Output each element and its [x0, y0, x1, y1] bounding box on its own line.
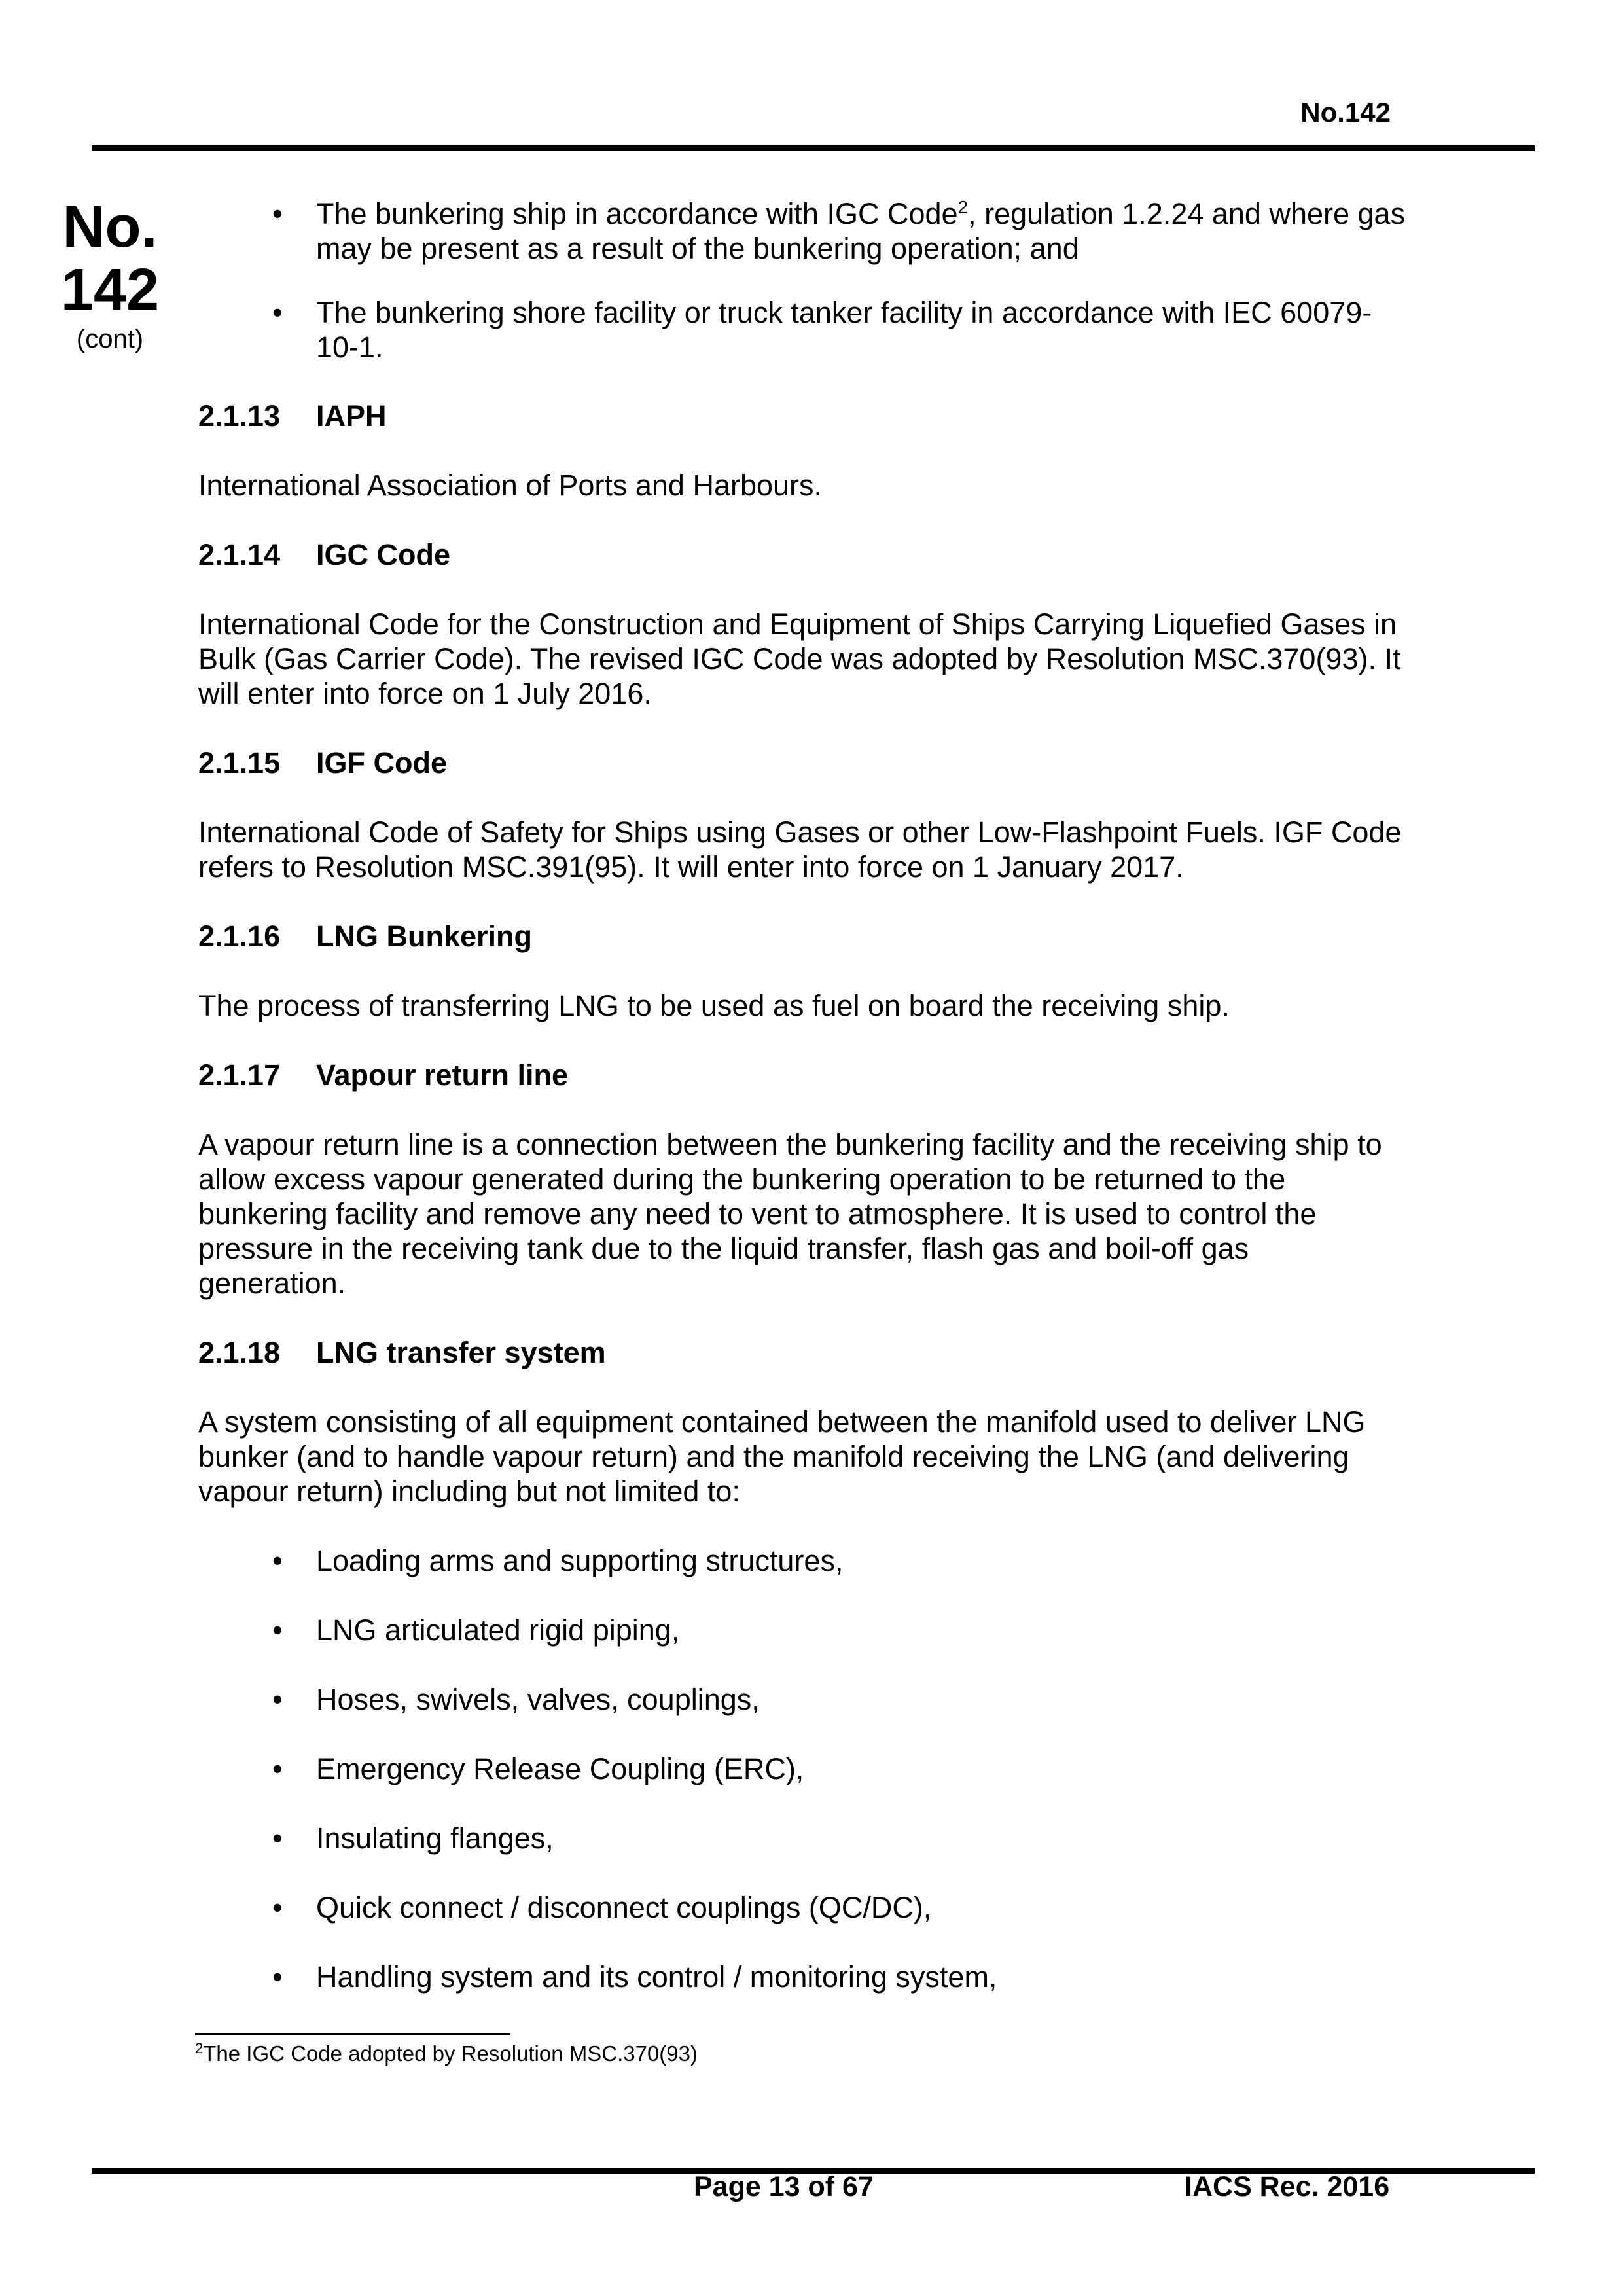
list-item-text: Quick connect / disconnect couplings (QC/DC), — [316, 1891, 932, 1924]
list-item — [198, 1890, 1442, 1925]
bullet-icon: • — [272, 197, 283, 230]
footnote-mark: 2 — [195, 2040, 204, 2056]
list-item — [198, 1543, 1442, 1578]
section-number: 2.1.18 — [198, 1336, 281, 1369]
side-label — [58, 196, 162, 354]
bullet-icon: • — [272, 1752, 283, 1785]
list-item-text: Insulating flanges, — [316, 1821, 554, 1855]
section-heading — [198, 537, 1442, 572]
side-label-number: 142 — [60, 257, 160, 323]
section-heading — [198, 1335, 1442, 1370]
section-body: A vapour return line is a connection between the bunkering facility and the receiving ship to allow excess vapour generated during the bunkering operation to be returned to the bunkering facility and remove any need to vent to atmosphere. It is used to control the pressure in the receiving tank due to the liquid transfer, flash gas and boil-off gas generation. — [198, 1128, 1382, 1300]
section-number: 2.1.14 — [198, 538, 281, 571]
section-body: International Association of Ports and Harbours. — [198, 469, 823, 502]
section-title: IAPH — [316, 399, 387, 433]
side-label-cont: (cont) — [76, 325, 144, 353]
bullet-icon: • — [272, 1821, 283, 1855]
document-number-header: No.142 — [1300, 97, 1391, 128]
list-item-text: The bunkering shore facility or truck tanker facility in accordance with IEC 60079- — [316, 296, 1372, 329]
footnote-rule — [195, 2033, 510, 2035]
list-item-text: The bunkering ship in accordance with IGC Code — [316, 197, 958, 230]
footnote-text: The IGC Code adopted by Resolution MSC.370(93) — [203, 2041, 698, 2066]
section-title: IGC Code — [316, 538, 451, 571]
list-item-text: may be present as a result of the bunkering operation; and — [316, 232, 1079, 265]
section-body: The process of transferring LNG to be used as fuel on board the receiving ship. — [198, 989, 1230, 1022]
list-item-text: Loading arms and supporting structures, — [316, 1544, 844, 1577]
section-heading — [198, 399, 1442, 433]
transfer-system-list — [198, 1543, 1442, 1994]
list-item-text: LNG articulated rigid piping, — [316, 1613, 680, 1647]
section-title: LNG transfer system — [316, 1336, 606, 1369]
section-title: IGF Code — [316, 746, 447, 780]
list-item-text: 10-1. — [316, 331, 383, 364]
section-number: 2.1.16 — [198, 920, 281, 953]
section-title: LNG Bunkering — [316, 920, 533, 953]
list-item — [198, 1613, 1442, 1647]
side-label-no: No. — [62, 194, 158, 260]
bullet-icon: • — [272, 1613, 283, 1647]
section-number: 2.1.17 — [198, 1058, 281, 1092]
list-item — [198, 196, 1442, 266]
list-item-text: Emergency Release Coupling (ERC), — [316, 1752, 804, 1785]
section-heading — [198, 745, 1442, 780]
footnote — [195, 2041, 698, 2066]
page-number: Page 13 of 67 — [694, 2171, 874, 2202]
page-body — [198, 196, 1442, 1994]
header-rule — [92, 145, 1535, 151]
list-item-text: , regulation 1.2.24 and where gas — [968, 197, 1406, 230]
section-body: International Code of Safety for Ships using Gases or other Low-Flashpoint Fuels. IGF Code refers to Resolution MSC.391(95). It will enter into force on 1 January 2017. — [198, 816, 1402, 884]
bullet-icon: • — [272, 1544, 283, 1577]
section-title: Vapour return line — [316, 1058, 569, 1092]
list-item-text: Handling system and its control / monitoring system, — [316, 1960, 997, 1994]
section-number: 2.1.15 — [198, 746, 281, 780]
list-item — [198, 295, 1442, 365]
list-item — [198, 1682, 1442, 1717]
list-item — [198, 1821, 1442, 1856]
section-body: A system consisting of all equipment contained between the manifold used to deliver LNG bunker (and to handle vapour return) and the manifold receiving the LNG (and delivering vapour return) including but not limited to: — [198, 1405, 1366, 1508]
list-item — [198, 1751, 1442, 1786]
bullet-icon: • — [272, 1891, 283, 1924]
section-body: International Code for the Construction and Equipment of Ships Carrying Liquefied Gases in Bulk (Gas Carrier Code). The revised IGC Code was adopted by Resolution MSC.370(93). It will enter into force on 1 July 2016. — [198, 607, 1401, 710]
section-number: 2.1.13 — [198, 399, 281, 433]
bullet-icon: • — [272, 1960, 283, 1994]
section-heading — [198, 919, 1442, 954]
bullet-icon: • — [272, 1683, 283, 1716]
document-reference: IACS Rec. 2016 — [1185, 2171, 1390, 2202]
footnote-reference: 2 — [957, 197, 969, 217]
list-item — [198, 1960, 1442, 1994]
section-heading — [198, 1058, 1442, 1092]
bullet-icon: • — [272, 296, 283, 329]
list-item-text: Hoses, swivels, valves, couplings, — [316, 1683, 760, 1716]
